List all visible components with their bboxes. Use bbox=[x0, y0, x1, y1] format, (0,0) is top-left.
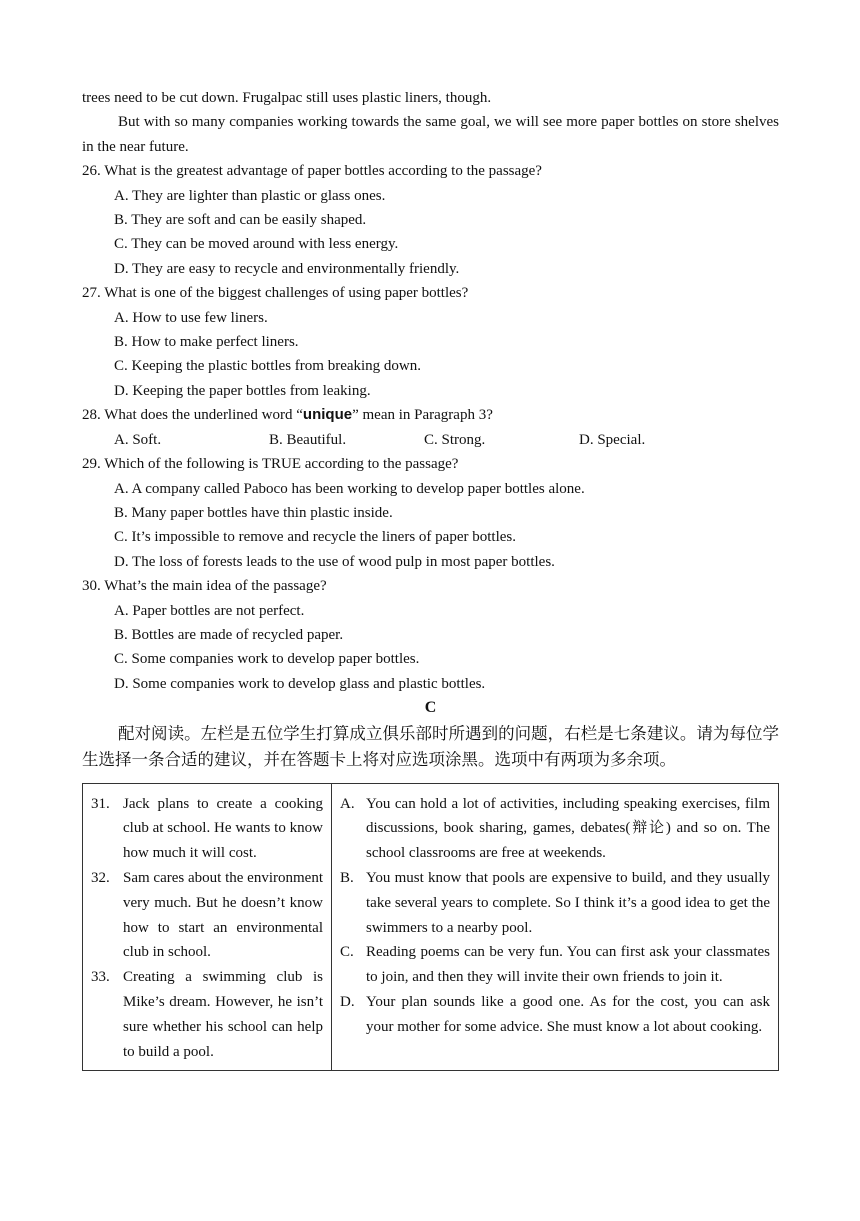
problems-column bbox=[83, 783, 332, 1071]
option-b[interactable]: B. How to make perfect liners. bbox=[114, 334, 299, 351]
suggestion-item bbox=[340, 866, 770, 940]
question-stem bbox=[82, 403, 779, 427]
option-b[interactable]: B. Bottles are made of recycled paper. bbox=[114, 626, 344, 643]
suggestion-item bbox=[340, 990, 770, 1040]
item-number: 33. bbox=[91, 969, 110, 986]
option-c[interactable]: C. Some companies work to develop paper bottles. bbox=[114, 651, 420, 668]
item-letter: D. bbox=[340, 993, 355, 1010]
option-a[interactable]: A. They are lighter than plastic or glass ones. bbox=[114, 187, 386, 204]
item-text: Jack plans to create a cooking club at school. He wants to know how much it will cost. bbox=[123, 795, 323, 862]
problem-item bbox=[91, 866, 323, 965]
item-text: Reading poems can be very fun. You can first ask your classmates to join, and then they will invite their own friends to join it. bbox=[366, 944, 770, 986]
option-a[interactable]: A. A company called Paboco has been working to develop paper bottles alone. bbox=[114, 480, 585, 497]
suggestion-item bbox=[340, 940, 770, 990]
section-heading: C bbox=[424, 699, 437, 717]
item-text: Your plan sounds like a good one. As for the cost, you can ask your mother for some advice. She must know a lot about cooking. bbox=[366, 993, 770, 1035]
item-text: Sam cares about the environment very much. But he doesn’t know how to start an environmental club in school. bbox=[123, 869, 323, 961]
option-d[interactable]: D. They are easy to recycle and environmentally friendly. bbox=[114, 260, 460, 277]
option-c[interactable]: C. Keeping the plastic bottles from breaking down. bbox=[114, 358, 422, 375]
option-c[interactable]: C. It’s impossible to remove and recycle the liners of paper bottles. bbox=[114, 529, 516, 546]
question-30 bbox=[82, 574, 779, 696]
option-a[interactable]: A. Paper bottles are not perfect. bbox=[114, 602, 305, 619]
question-29 bbox=[82, 452, 779, 574]
section-instructions: 配对阅读。左栏是五位学生打算成立俱乐部时所遇到的问题，右栏是七条建议。请为每位学生选择一条合适的建议，并在答题卡上将对应选项涂黑。选项中有两项为多余项。 bbox=[82, 723, 779, 769]
option-d[interactable]: D. Some companies work to develop glass and plastic bottles. bbox=[114, 675, 486, 692]
passage-tail-line: trees need to be cut down. Frugalpac still uses plastic liners, though. bbox=[82, 90, 492, 106]
option-d[interactable]: D. The loss of forests leads to the use of wood pulp in most paper bottles. bbox=[114, 553, 555, 570]
option-b[interactable]: B. Beautiful. bbox=[269, 431, 347, 448]
stem-prefix: 28. What does the underlined word “ bbox=[82, 407, 303, 424]
option-c[interactable]: C. They can be moved around with less energy. bbox=[114, 236, 399, 253]
option-c[interactable]: C. Strong. bbox=[424, 431, 486, 448]
question-26 bbox=[82, 159, 779, 281]
question-stem: 27. What is one of the biggest challenges of using paper bottles? bbox=[82, 285, 469, 302]
item-text: You must know that pools are expensive to build, and they usually take several years to complete. So I think it’s a good idea to get the swimmers to a nearby pool. bbox=[366, 869, 770, 936]
passage-closing-paragraph: But with so many companies working towards the same goal, we will see more paper bottles on store shelves in the near future. bbox=[82, 114, 779, 155]
question-27 bbox=[82, 281, 779, 403]
matching-table bbox=[82, 783, 779, 1072]
item-letter: B. bbox=[340, 869, 354, 886]
option-d[interactable]: D. Keeping the paper bottles from leaking. bbox=[114, 382, 371, 399]
item-text: You can hold a lot of activities, including speaking exercises, film discussions, book sharing, games, debates(辩论) and so on. The school classrooms are free at weekends. bbox=[366, 795, 770, 862]
exam-page bbox=[82, 86, 779, 1071]
question-stem: 29. Which of the following is TRUE according to the passage? bbox=[82, 456, 459, 473]
suggestions-column bbox=[332, 783, 779, 1071]
item-letter: C. bbox=[340, 944, 354, 961]
underlined-word: unique bbox=[302, 406, 353, 424]
option-a[interactable]: A. Soft. bbox=[114, 431, 162, 448]
problem-item bbox=[91, 965, 323, 1064]
stem-suffix: ” mean in Paragraph 3? bbox=[352, 407, 493, 424]
question-stem: 26. What is the greatest advantage of paper bottles according to the passage? bbox=[82, 163, 542, 180]
question-stem: 30. What’s the main idea of the passage? bbox=[82, 578, 327, 595]
item-text: Creating a swimming club is Mike’s dream. However, he isn’t sure whether his school can help to build a pool. bbox=[123, 969, 323, 1060]
item-number: 31. bbox=[91, 795, 110, 812]
option-d[interactable]: D. Special. bbox=[579, 431, 646, 448]
option-b[interactable]: B. They are soft and can be easily shaped. bbox=[114, 212, 367, 229]
item-letter: A. bbox=[340, 795, 355, 812]
option-b[interactable]: B. Many paper bottles have thin plastic inside. bbox=[114, 504, 393, 521]
option-a[interactable]: A. How to use few liners. bbox=[114, 309, 268, 326]
item-number: 32. bbox=[91, 869, 110, 886]
question-28 bbox=[82, 403, 779, 452]
suggestion-item bbox=[340, 792, 770, 866]
problem-item bbox=[91, 792, 323, 866]
options-row bbox=[82, 428, 779, 452]
